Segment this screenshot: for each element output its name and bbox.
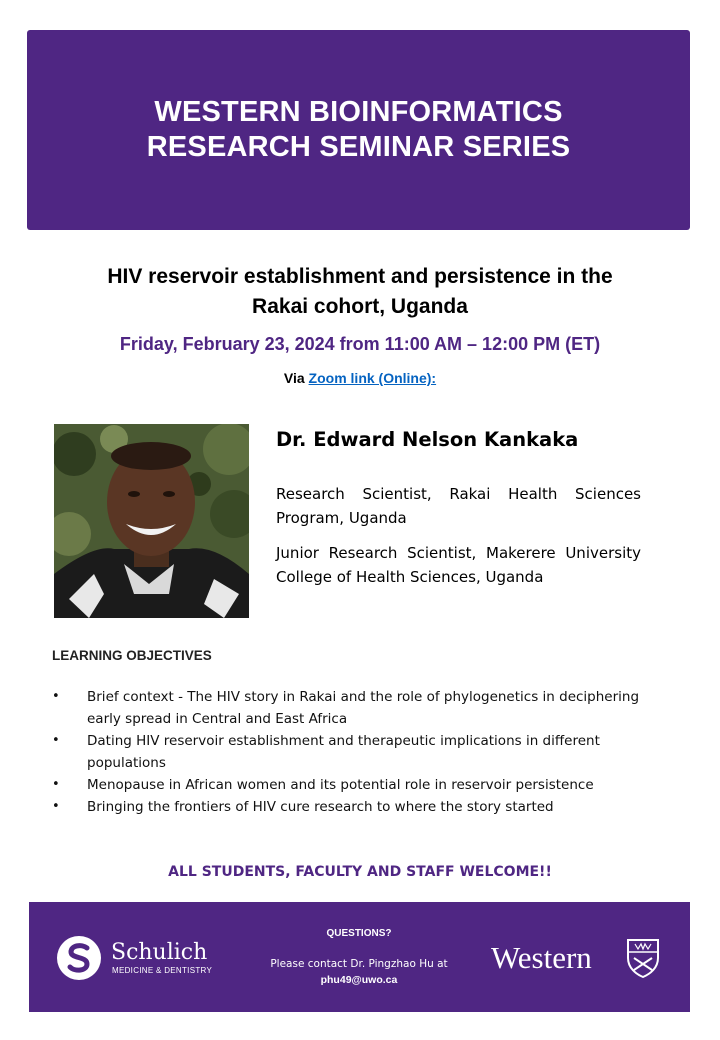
bullet-icon: •: [52, 689, 60, 704]
bullet-icon: •: [52, 799, 60, 814]
talk-title-line-1: HIV reservoir establishment and persistence in the: [107, 265, 613, 288]
zoom-link[interactable]: Zoom link (Online):: [308, 370, 437, 386]
western-crest-icon: [626, 938, 660, 978]
objective-text: Brief context - The HIV story in Rakai and the role of phylogenetics in deciphering early spread in Central and East Africa: [87, 689, 640, 727]
series-title-line-2: RESEARCH SEMINAR SERIES: [146, 131, 571, 163]
speaker-name: Dr. Edward Nelson Kankaka: [276, 428, 579, 451]
talk-title-line-2: Rakai cohort, Uganda: [252, 295, 468, 318]
list-item: [52, 774, 672, 796]
list-item: [52, 686, 672, 730]
list-item: [52, 796, 672, 818]
speaker-photo: [54, 424, 249, 618]
contact-email[interactable]: phu49@uwo.ca: [320, 974, 398, 986]
objective-text: Bringing the frontiers of HIV cure research to where the story started: [87, 799, 554, 815]
schulich-logo-subtitle: MEDICINE & DENTISTRY: [112, 966, 213, 975]
objective-text: Dating HIV reservoir establishment and therapeutic implications in different populations: [87, 733, 600, 771]
questions-title: QUESTIONS?: [326, 928, 392, 939]
bullet-icon: •: [52, 733, 60, 748]
schulich-logo-icon: [56, 935, 102, 981]
schulich-logo-text: Schulich: [111, 940, 208, 965]
footer-banner: [29, 902, 690, 1012]
bullet-icon: •: [52, 777, 60, 792]
via-prefix: Via: [283, 370, 305, 386]
talk-date: Friday, February 23, 2024 from 11:00 AM – 12:00 PM (ET): [119, 334, 601, 354]
header-banner: [27, 30, 690, 230]
western-logo-text: Western: [491, 940, 592, 975]
list-item: [52, 730, 672, 774]
speaker-role-2: Junior Research Scientist, Makerere University College of Health Sciences, Uganda: [276, 544, 641, 586]
questions-text: Please contact Dr. Pingzhao Hu at: [270, 958, 448, 970]
welcome-message: ALL STUDENTS, FACULTY AND STAFF WELCOME!!: [168, 864, 552, 880]
objective-text: Menopause in African women and its potential role in reservoir persistence: [87, 777, 594, 793]
via-line: [40, 370, 680, 386]
learning-objectives-heading: LEARNING OBJECTIVES: [52, 648, 212, 663]
speaker-role-1: Research Scientist, Rakai Health Sciences Program, Uganda: [276, 485, 641, 527]
learning-objectives-list: [52, 686, 672, 818]
talk-title: [40, 262, 680, 322]
series-title-line-1: WESTERN BIOINFORMATICS: [154, 96, 563, 128]
